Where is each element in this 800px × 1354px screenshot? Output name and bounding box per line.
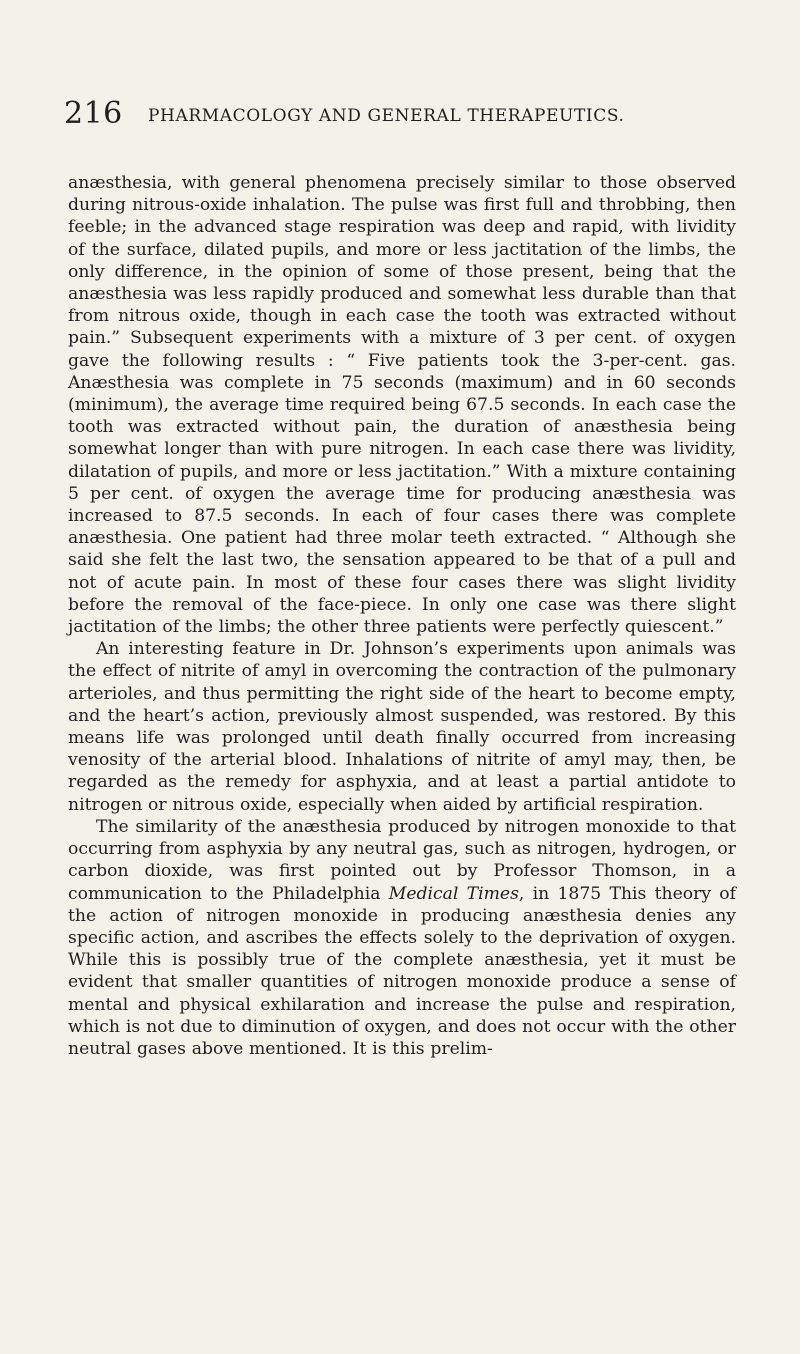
paragraph-3-text-before: The similarity of the anæsthesia produced by nitrogen monoxide to that occurring from asphyxia by any neutral gas, such as nitrogen, hydrogen, or carbon dioxide, was first pointed out by Professor Thomson, in a communication to the Philadelphia [68,816,736,904]
book-page [64,94,737,1060]
paragraph-2: An interesting feature in Dr. Johnson’s experiments upon animals was the effect of nitrite of amyl in overcoming the contraction of the pulmonary arterioles, and thus permitting the right side of the heart to become empty, and the heart’s action, previously almost suspended, was restored. By this means life was prolonged until death finally occurred from increasing venosity of the arterial blood. Inhalations of nitrite of amyl may, then, be regarded as the remedy for asphyxia, and at least a partial antidote to nitrogen or nitrous oxide, especially when aided by artificial respiration. [68,639,736,815]
running-head: PHARMACOLOGY AND GENERAL THERAPEUTICS. [148,106,625,126]
body-text [68,172,736,1060]
paragraph-3-text-after: , in 1875 This theory of the action of nitrogen monoxide in producing anæsthesia denies any specific action, and ascribes the effects solely to the deprivation of oxygen. While this is possibly true of the complete anæsthesia, yet it must be evident that smaller quantities of nitrogen monoxide produce a sense of mental and physical exhilaration and increase the pulse and respiration, which is not due to diminution of oxygen, and does not occur with the other neutral gases above mentioned. It is this prelim- [68,883,737,1059]
page-header [64,94,736,134]
paragraph-3 [68,816,736,1060]
paragraph-1: anæsthesia, with general phenomena precisely similar to those observed during nitrous-oxide inhalation. The pulse was first full and throbbing, then feeble; in the advanced stage respiration was deep and rapid, with lividity of the surface, dilated pupils, and more or less jactitation of the limbs, the only difference, in the opinion of some of those present, being that the anæsthesia was less rapidly produced and somewhat less durable than that from nitrous oxide, though in each case the tooth was extracted without pain.” Subsequent experiments with a mixture of 3 per cent. of oxygen gave the following results : “ Five patients took the 3-per-cent. gas. Anæsthesia was complete in 75 seconds (maximum) and in 60 seconds (minimum), the average time required being 67.5 seconds. In each case the tooth was extracted without pain, the duration of anæsthesia being somewhat longer than with pure nitrogen. In each case there was lividity, dilatation of pupils, and more or less jactitation.” With a mixture containing 5 per cent. of oxygen the average time for producing anæsthesia was increased to 87.5 seconds. In each of four cases there was complete anæsthesia. One patient had three molar teeth extracted. “ Although she said she felt the last two, the sensation appeared to be that of a pull and not of acute pain. In most of these four cases there was slight lividity before the removal of the face-piece. In only one case was there slight jactitation of the limbs; the other three patients were perfectly quiescent.” [68,173,736,638]
page-number: 216 [64,96,123,131]
journal-title: Medical Times [388,883,519,904]
